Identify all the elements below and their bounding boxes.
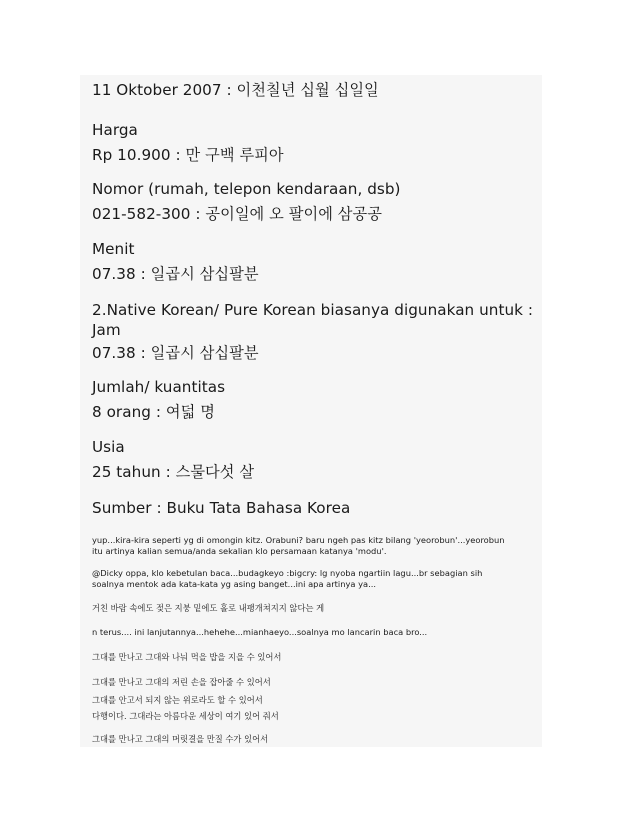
date-line: 11 Oktober 2007 : 이천칠년 십월 십일일	[92, 81, 379, 99]
native-korean-heading: 2.Native Korean/ Pure Korean biasanya digunakan untuk : Jam	[92, 301, 534, 339]
lyric-line-4: 그대를 안고서 되지 않는 위로라도 할 수 있어서	[92, 695, 263, 705]
comment-2-line-2: soalnya mentok ada kata-kata yg asing banget...ini apa artinya ya...	[92, 579, 377, 589]
menit-label: Menit	[92, 240, 135, 258]
lyric-line-2: 그대를 만나고 그대와 나눠 먹을 밥을 지을 수 있어서	[92, 652, 282, 662]
nomor-value: 021-582-300 : 공이일에 오 팔이에 삼공공	[92, 205, 382, 223]
nomor-label: Nomor (rumah, telepon kendaraan, dsb)	[92, 180, 401, 198]
harga-label: Harga	[92, 121, 138, 139]
lyric-line-1: 거친 바람 속에도 젖은 지붕 밑에도 홀로 내팽개쳐지지 않다는 게	[92, 603, 325, 613]
lyric-line-6: 그대를 만나고 그대의 머릿결을 만질 수가 있어서	[92, 734, 269, 744]
comment-2-line-1: @Dicky oppa, klo kebetulan baca...budagkeyo :bigcry: lg nyoba ngartiin lagu...br sebagian sih	[92, 568, 483, 578]
comment-1-line-2: itu artinya kalian semua/anda sekalian klo persamaan katanya 'modu'.	[92, 546, 387, 556]
usia-value: 25 tahun : 스물다섯 살	[92, 463, 255, 481]
harga-value: Rp 10.900 : 만 구백 루피아	[92, 146, 284, 164]
lyric-line-3: 그대를 만나고 그대의 저린 손을 잡아줄 수 있어서	[92, 677, 271, 687]
sumber-line: Sumber : Buku Tata Bahasa Korea	[92, 499, 351, 517]
usia-label: Usia	[92, 438, 125, 456]
comment-3: n terus.... ini lanjutannya...hehehe...mianhaeyo...soalnya mo lancarin baca bro...	[92, 627, 428, 637]
document-page	[80, 75, 542, 747]
menit-value: 07.38 : 일곱시 삼십팔분	[92, 265, 259, 283]
jumlah-value: 8 orang : 여덟 명	[92, 403, 215, 421]
jam-value: 07.38 : 일곱시 삼십팔분	[92, 344, 259, 362]
lyric-line-5: 다행이다. 그대라는 아름다운 세상이 여기 있어 줘서	[92, 711, 279, 721]
comment-1-line-1: yup...kira-kira seperti yg di omongin kitz. Orabuni? baru ngeh pas kitz bilang 'yeorobun'...yeorobun	[92, 535, 505, 545]
jumlah-label: Jumlah/ kuantitas	[92, 378, 226, 396]
